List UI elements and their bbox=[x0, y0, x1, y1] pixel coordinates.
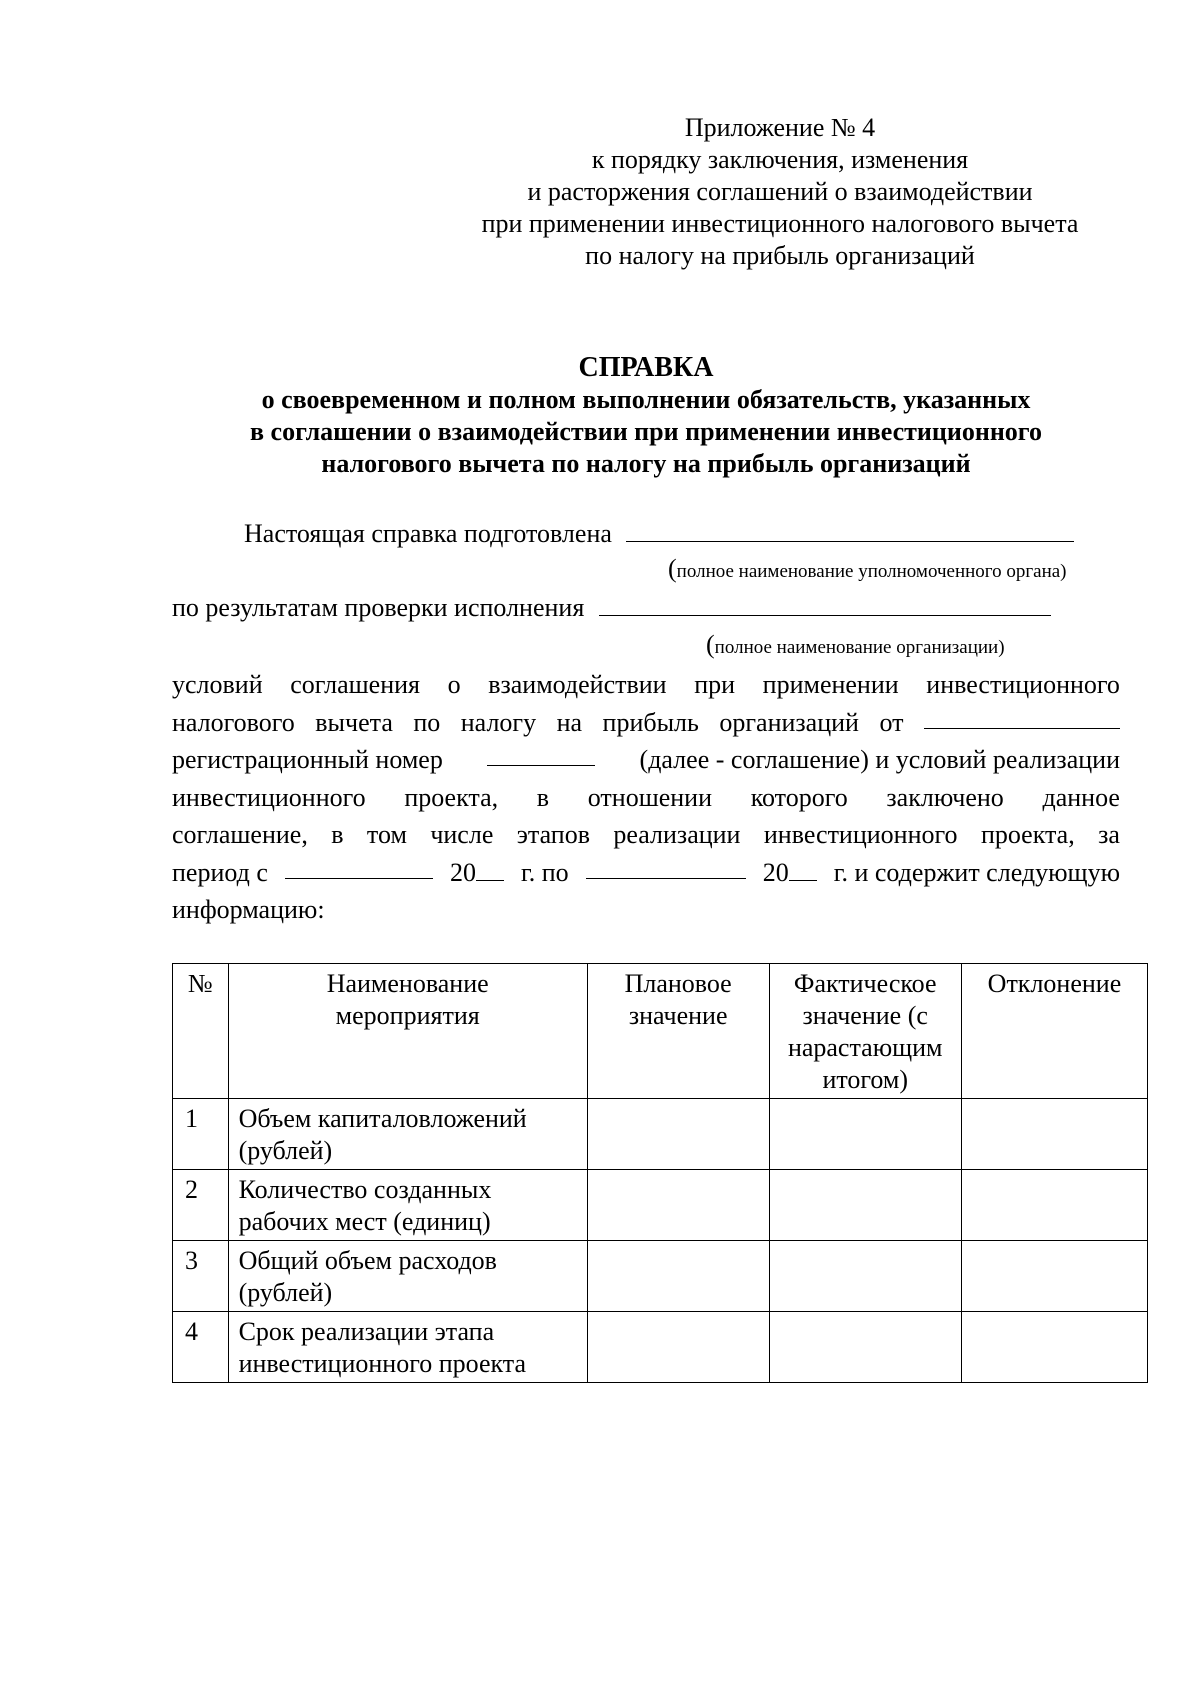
authority-blank[interactable] bbox=[626, 517, 1074, 542]
paragraph-word: налогового bbox=[172, 707, 295, 737]
paragraph-line-3 bbox=[172, 741, 1120, 779]
deviation-cell[interactable] bbox=[961, 1099, 1147, 1170]
table-header-row bbox=[173, 964, 1148, 1099]
plan-cell[interactable] bbox=[587, 1241, 769, 1312]
period-from-year-blank[interactable] bbox=[476, 856, 504, 881]
paragraph-word: которого bbox=[750, 782, 848, 812]
paragraph-word: за bbox=[1098, 820, 1120, 849]
header-plan: Плановое значение bbox=[587, 964, 769, 1099]
title-line-3: налогового вычета по налогу на прибыль организаций bbox=[321, 449, 971, 478]
paragraph-word: инвестиционного bbox=[172, 782, 366, 812]
paragraph-word: данное bbox=[1042, 782, 1120, 812]
appendix-line-4: при применении инвестиционного налогового вычета bbox=[481, 209, 1079, 238]
period-to-year-blank[interactable] bbox=[789, 856, 817, 881]
paragraph-word: реализации bbox=[613, 820, 741, 849]
fact-cell[interactable] bbox=[769, 1099, 961, 1170]
period-from-blank[interactable] bbox=[285, 854, 433, 879]
row-name: Срок реализации этапа инвестиционного проекта bbox=[228, 1312, 587, 1383]
table-row bbox=[173, 1241, 1148, 1312]
paragraph-word: отношении bbox=[587, 782, 713, 812]
appendix-header bbox=[430, 112, 1130, 272]
paragraph-line-2 bbox=[172, 704, 1120, 742]
paragraph-word: в bbox=[331, 820, 344, 849]
table-row bbox=[173, 1312, 1148, 1383]
deviation-cell[interactable] bbox=[961, 1170, 1147, 1241]
header-fact: Фактическое значение (с нарастающим итогом) bbox=[769, 964, 961, 1099]
organization-blank[interactable] bbox=[599, 591, 1051, 616]
appendix-line-2: к порядку заключения, изменения bbox=[591, 145, 969, 174]
reg-number-blank[interactable] bbox=[487, 741, 595, 766]
paragraph-word: инвестиционного bbox=[763, 820, 958, 849]
paragraph-word: от bbox=[879, 707, 904, 737]
paragraph-word: том bbox=[366, 820, 407, 849]
paragraph-line-5 bbox=[172, 816, 1120, 854]
paragraph-word: условий bbox=[172, 670, 263, 699]
row-name: Количество созданных рабочих мест (единиц) bbox=[228, 1170, 587, 1241]
deviation-cell[interactable] bbox=[961, 1312, 1147, 1383]
check-results-label: по результатам проверки исполнения bbox=[172, 593, 585, 622]
header-deviation: Отклонение bbox=[961, 964, 1147, 1099]
period-from-year: 20 bbox=[450, 854, 504, 892]
paragraph-word: на bbox=[556, 707, 583, 737]
paragraph-word: числе bbox=[430, 820, 494, 849]
appendix-line-5: по налогу на прибыль организаций bbox=[585, 241, 975, 270]
paragraph-word: прибыль bbox=[602, 707, 699, 737]
paragraph-line-6 bbox=[172, 854, 1120, 892]
appendix-number: Приложение № 4 bbox=[684, 113, 876, 142]
fact-cell[interactable] bbox=[769, 1312, 961, 1383]
prepared-by-label: Настоящая справка подготовлена bbox=[244, 519, 612, 548]
title-line-2: в соглашении о взаимодействии при применении инвестиционного bbox=[250, 417, 1042, 446]
plan-cell[interactable] bbox=[587, 1170, 769, 1241]
paragraph-word: проекта, bbox=[404, 782, 499, 812]
paragraph-line-4 bbox=[172, 779, 1120, 817]
agreement-date-blank[interactable] bbox=[924, 704, 1120, 729]
title-main: СПРАВКА bbox=[578, 352, 714, 383]
authority-caption: (полное наименование уполномоченного органа) bbox=[668, 554, 1067, 583]
header-name: Наименование мероприятия bbox=[228, 964, 587, 1099]
paragraph-word: проекта, bbox=[980, 820, 1075, 849]
period-tail: г. и содержит следующую bbox=[833, 857, 1120, 887]
period-to-year: 20 bbox=[763, 854, 817, 892]
row-name: Объем капиталовложений (рублей) bbox=[228, 1099, 587, 1170]
period-from-label: период с bbox=[172, 857, 268, 887]
paragraph-word: этапов bbox=[516, 820, 590, 849]
information-word: информацию: bbox=[172, 895, 325, 924]
conditions-paragraph bbox=[172, 666, 1120, 929]
paragraph-word: в bbox=[536, 782, 550, 812]
row-num: 4 bbox=[173, 1312, 229, 1383]
report-table bbox=[172, 963, 1148, 1383]
paragraph-word: заключено bbox=[886, 782, 1004, 812]
organization-caption: (полное наименование организации) bbox=[706, 630, 1005, 659]
document-title bbox=[172, 352, 1120, 480]
plan-cell[interactable] bbox=[587, 1312, 769, 1383]
prepared-by-line bbox=[244, 517, 1074, 550]
paragraph-word: вычета bbox=[315, 707, 393, 737]
title-line-1: о своевременном и полном выполнении обязательств, указанных bbox=[261, 385, 1031, 414]
paragraph-word: налогу bbox=[460, 707, 537, 737]
paragraph-word: по bbox=[413, 707, 441, 737]
table-row bbox=[173, 1099, 1148, 1170]
deviation-cell[interactable] bbox=[961, 1241, 1147, 1312]
paragraph-line-1 bbox=[172, 666, 1120, 704]
paragraph-word: соглашение, bbox=[172, 820, 308, 849]
period-to-blank[interactable] bbox=[586, 854, 746, 879]
appendix-line-3: и расторжения соглашений о взаимодействии bbox=[527, 177, 1033, 206]
paragraph-word: взаимодействии bbox=[488, 670, 667, 699]
fact-cell[interactable] bbox=[769, 1241, 961, 1312]
fact-cell[interactable] bbox=[769, 1170, 961, 1241]
row-num: 3 bbox=[173, 1241, 229, 1312]
paragraph-word: при bbox=[694, 670, 736, 699]
reg-number-tail: (далее - соглашение) и условий реализации bbox=[639, 745, 1120, 774]
period-to-label: г. по bbox=[520, 857, 569, 887]
table-row bbox=[173, 1170, 1148, 1241]
paragraph-word: инвестиционного bbox=[926, 670, 1120, 699]
paragraph-word: организаций bbox=[719, 707, 859, 737]
row-num: 2 bbox=[173, 1170, 229, 1241]
paragraph-word: применении bbox=[762, 670, 899, 699]
row-name: Общий объем расходов (рублей) bbox=[228, 1241, 587, 1312]
paragraph-word: о bbox=[447, 670, 461, 699]
paragraph-word: соглашения bbox=[290, 670, 420, 699]
reg-number-label: регистрационный номер bbox=[172, 745, 443, 774]
paragraph-line-7 bbox=[172, 891, 1120, 929]
header-num: № bbox=[173, 964, 229, 1099]
row-num: 1 bbox=[173, 1099, 229, 1170]
plan-cell[interactable] bbox=[587, 1099, 769, 1170]
check-results-line bbox=[172, 591, 1051, 624]
